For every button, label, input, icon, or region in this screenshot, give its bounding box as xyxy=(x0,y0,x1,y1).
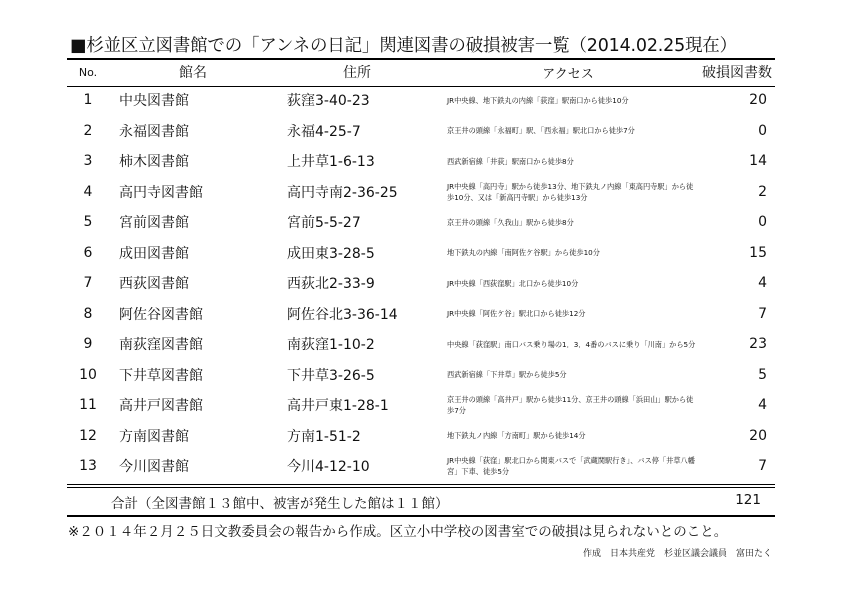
row-count: 14 xyxy=(749,153,767,170)
row-name: 成田図書館 xyxy=(119,245,189,262)
row-access: 地下鉄丸ノ内線「方南町」駅から徒歩14分 xyxy=(447,431,586,441)
total-label: 合計（全図書館１３館中、被害が発生した館は１１館） xyxy=(111,496,449,512)
table-row xyxy=(67,329,775,360)
row-count: 20 xyxy=(749,92,767,109)
table-row xyxy=(67,85,775,116)
row-no: 13 xyxy=(79,458,97,475)
row-access: JR中央線「荻窪」駅北口から関東バスで「武蔵関駅行き」、バス停「井草八幡宮」下車、徒歩5分 xyxy=(447,456,695,477)
row-access: 京王井の頭線「永福町」駅、「西永福」駅北口から徒歩7分 xyxy=(447,126,635,136)
row-address: 南荻窪1-10-2 xyxy=(287,337,375,354)
table-row xyxy=(67,299,775,330)
row-name: 中央図書館 xyxy=(119,93,189,110)
col-header-no: No. xyxy=(78,65,98,79)
row-name: 方南図書館 xyxy=(119,428,189,445)
row-no: 3 xyxy=(83,153,93,170)
total-top-rule xyxy=(67,484,775,485)
row-count: 7 xyxy=(758,305,767,322)
row-count: 15 xyxy=(749,244,767,261)
row-access: JR中央線「高円寺」駅から徒歩13分、地下鉄丸ノ内線「東高円寺駅」から徒歩10分、又は「新高円寺駅」から徒歩13分 xyxy=(447,181,694,202)
row-no: 1 xyxy=(83,92,93,109)
row-no: 5 xyxy=(83,214,93,231)
row-name: 南荻窪図書館 xyxy=(119,337,203,354)
row-address: 下井草3-26-5 xyxy=(287,367,375,384)
table-row xyxy=(67,207,775,238)
author-credit: 作成 日本共産党 杉並区議会議員 富田たく xyxy=(582,549,772,559)
row-access: 京王井の頭線「久我山」駅から徒歩8分 xyxy=(447,217,574,227)
table-row xyxy=(67,238,775,269)
row-access: 西武新宿線「井荻」駅南口から徒歩8分 xyxy=(447,156,574,166)
header-bottom-rule xyxy=(67,86,775,87)
row-no: 12 xyxy=(79,427,97,444)
table-header-row xyxy=(67,59,775,85)
row-address: 成田東3-28-5 xyxy=(287,245,375,262)
row-access: JR中央線、地下鉄丸の内線「荻窪」駅南口から徒歩10分 xyxy=(447,95,629,105)
row-address: 上井草1-6-13 xyxy=(287,154,375,171)
row-count: 2 xyxy=(758,183,767,200)
row-count: 7 xyxy=(758,458,767,475)
row-access: JR中央線「阿佐ケ谷」駅北口から徒歩12分 xyxy=(447,309,586,319)
row-address: 今川4-12-10 xyxy=(287,459,370,476)
col-header-name: 館名 xyxy=(179,65,207,81)
row-no: 11 xyxy=(79,397,97,414)
row-no: 9 xyxy=(83,336,93,353)
row-no: 7 xyxy=(83,275,93,292)
row-count: 4 xyxy=(758,397,767,414)
col-header-address: 住所 xyxy=(343,65,371,81)
row-count: 0 xyxy=(758,214,767,231)
row-no: 8 xyxy=(83,305,93,322)
row-address: 荻窪3-40-23 xyxy=(287,93,370,110)
col-header-count: 破損図書数 xyxy=(702,65,772,81)
footnote: ※２０１４年２月２５日文教委員会の報告から作成。区立小中学校の図書室での破損は見られないとのこと。 xyxy=(68,524,728,540)
row-address: 阿佐谷北3-36-14 xyxy=(287,306,398,323)
row-name: 阿佐谷図書館 xyxy=(119,306,203,323)
row-access: JR中央線「西荻窪駅」北口から徒歩10分 xyxy=(447,278,579,288)
row-name: 高井戸図書館 xyxy=(119,398,203,415)
row-count: 5 xyxy=(758,366,767,383)
row-name: 宮前図書館 xyxy=(119,215,189,232)
row-no: 6 xyxy=(83,244,93,261)
total-row xyxy=(67,487,775,515)
row-access: 京王井の頭線「高井戸」駅から徒歩11分、京王井の頭線「浜田山」駅から徒歩7分 xyxy=(447,395,694,416)
table-body xyxy=(67,85,775,482)
total-value: 121 xyxy=(735,492,761,508)
table-row xyxy=(67,146,775,177)
row-name: 柿木図書館 xyxy=(119,154,189,171)
damage-table xyxy=(67,59,775,482)
row-name: 永福図書館 xyxy=(119,123,189,140)
table-row xyxy=(67,421,775,452)
row-address: 永福4-25-7 xyxy=(287,123,361,140)
table-row xyxy=(67,360,775,391)
col-header-access: アクセス xyxy=(542,66,594,82)
row-count: 20 xyxy=(749,427,767,444)
row-no: 4 xyxy=(83,183,93,200)
row-address: 宮前5-5-27 xyxy=(287,215,361,232)
table-row xyxy=(67,268,775,299)
row-no: 10 xyxy=(79,366,97,383)
row-address: 西荻北2-33-9 xyxy=(287,276,375,293)
row-access: 西武新宿線「下井草」駅から徒歩5分 xyxy=(447,370,567,380)
row-name: 高円寺図書館 xyxy=(119,184,203,201)
row-name: 下井草図書館 xyxy=(119,367,203,384)
row-address: 方南1-51-2 xyxy=(287,428,361,445)
row-name: 今川図書館 xyxy=(119,459,189,476)
total-bottom-rule xyxy=(67,515,775,517)
row-count: 23 xyxy=(749,336,767,353)
page-title: ■杉並区立図書館での「アンネの日記」関連図書の破損被害一覧（2014.02.25現在） xyxy=(70,36,737,56)
row-name: 西荻図書館 xyxy=(119,276,189,293)
table-row xyxy=(67,451,775,482)
row-no: 2 xyxy=(83,122,93,139)
table-row xyxy=(67,390,775,421)
row-count: 0 xyxy=(758,122,767,139)
row-access: 地下鉄丸の内線「南阿佐ケ谷駅」から徒歩10分 xyxy=(447,248,600,258)
table-row xyxy=(67,177,775,208)
row-address: 高円寺南2-36-25 xyxy=(287,184,398,201)
row-count: 4 xyxy=(758,275,767,292)
table-row xyxy=(67,116,775,147)
row-access: 中央線「荻窪駅」南口バス乗り場の1．3．4番のバスに乗り「川南」から5分 xyxy=(447,339,696,349)
row-address: 高井戸東1-28-1 xyxy=(287,398,389,415)
